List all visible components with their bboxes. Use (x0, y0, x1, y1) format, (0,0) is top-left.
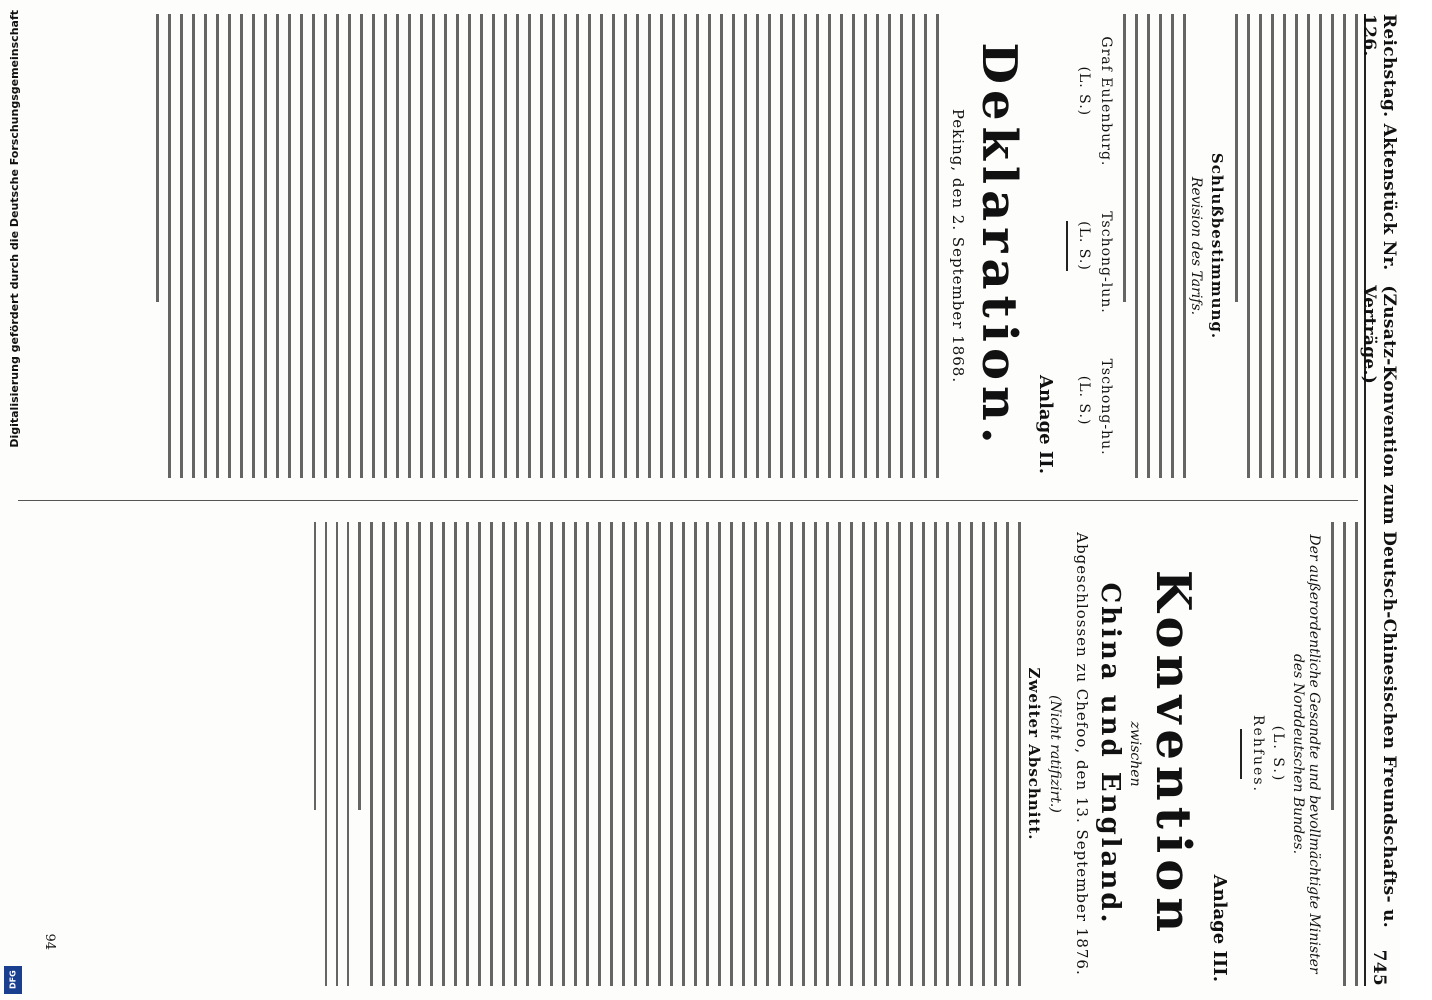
convention-parties: China und England. (1095, 582, 1125, 926)
text-line (586, 522, 589, 986)
signatory-rehfues: Rehfues. (1250, 715, 1266, 793)
text-line (900, 14, 903, 478)
convention-note: (Nicht ratifizirt.) (1047, 695, 1063, 813)
text-line (360, 14, 363, 478)
text-line (1355, 522, 1358, 986)
running-head-left: Reichstag. Aktenstück Nr. 126. (1359, 14, 1399, 271)
section-divider (1240, 729, 1242, 779)
text-line (442, 522, 445, 986)
paragraph-declaration (156, 14, 939, 478)
text-line (406, 522, 409, 986)
text-line (240, 14, 243, 478)
text-line (924, 14, 927, 478)
text-line (1171, 14, 1174, 478)
text-line (1123, 14, 1126, 302)
text-line (958, 522, 961, 986)
digitization-credit (4, 0, 24, 1000)
text-line (696, 14, 699, 478)
text-line (910, 522, 913, 986)
text-line (276, 14, 279, 478)
text-line (876, 14, 879, 478)
anlage-ii-heading: Anlage II. (1035, 375, 1056, 474)
text-line (1283, 14, 1286, 478)
text-line (970, 522, 973, 986)
section-divider (1066, 221, 1068, 271)
text-line (946, 522, 949, 986)
text-line (730, 522, 733, 986)
text-line (874, 522, 877, 986)
text-line (838, 522, 841, 986)
text-line (408, 14, 411, 478)
running-head (1359, 14, 1399, 986)
text-line (228, 14, 231, 478)
text-line (682, 522, 685, 986)
text-line (180, 14, 183, 478)
text-line (336, 14, 339, 478)
seal-mark: (L. S.) (1076, 221, 1092, 271)
text-line (936, 14, 939, 478)
seals-row (1076, 14, 1092, 478)
paragraph-closing-previous (1331, 522, 1358, 986)
text-line (624, 14, 627, 478)
text-line (898, 522, 901, 986)
text-line (612, 14, 615, 478)
text-line (864, 14, 867, 478)
left-column (18, 14, 1358, 478)
text-line (514, 522, 517, 986)
footnote-line (336, 522, 338, 986)
schlussbestimmung-heading: Schlußbestimmung. (1208, 152, 1226, 340)
text-line (432, 14, 435, 478)
text-line (1135, 14, 1138, 478)
minister-line: Der außerordentliche Gesandte und bevollmächtigte Minister des Norddeutschen Bundes. (1290, 534, 1322, 974)
text-line (610, 522, 613, 986)
text-line (852, 14, 855, 478)
text-line (1295, 14, 1298, 478)
text-line (814, 522, 817, 986)
text-line (802, 522, 805, 986)
text-line (1259, 14, 1262, 478)
text-line (922, 522, 925, 986)
text-line (394, 522, 397, 986)
anlage-iii-heading: Anlage III. (1209, 874, 1230, 982)
declaration-title: Deklaration. (971, 42, 1027, 450)
text-line (622, 522, 625, 986)
folio-number: 94 (42, 933, 57, 950)
seal-mark: (L. S.) (1076, 66, 1092, 117)
text-line (370, 522, 373, 986)
text-line (778, 522, 781, 986)
text-line (600, 14, 603, 478)
text-line (204, 14, 207, 478)
column-rule (18, 500, 1358, 501)
text-line (168, 14, 171, 478)
text-line (358, 522, 361, 810)
text-line (672, 14, 675, 478)
text-line (1183, 14, 1186, 478)
text-line (516, 14, 519, 478)
text-line (1331, 522, 1334, 810)
text-line (670, 522, 673, 986)
text-line (648, 14, 651, 478)
paragraph-convention-body (358, 522, 1021, 986)
text-line (826, 522, 829, 986)
text-line (300, 14, 303, 478)
text-line (636, 14, 639, 478)
text-line (564, 14, 567, 478)
text-line (862, 522, 865, 986)
text-line (216, 14, 219, 478)
text-line (1159, 14, 1162, 478)
text-line (828, 14, 831, 478)
text-line (288, 14, 291, 478)
text-line (576, 14, 579, 478)
footnote-line (325, 522, 327, 986)
text-line (694, 522, 697, 986)
text-line (886, 522, 889, 986)
signatories-row (1098, 14, 1114, 478)
text-line (742, 522, 745, 986)
text-line (396, 14, 399, 478)
right-column (18, 522, 1358, 986)
text-line (790, 522, 793, 986)
text-line (468, 14, 471, 478)
text-line (444, 14, 447, 478)
text-line (1271, 14, 1274, 478)
text-line (418, 522, 421, 986)
text-line (850, 522, 853, 986)
text-line (466, 522, 469, 986)
footnote-line (347, 522, 349, 986)
text-line (1147, 14, 1150, 478)
text-line (766, 522, 769, 986)
text-line (756, 14, 759, 478)
text-line (598, 522, 601, 986)
text-line (768, 14, 771, 478)
text-line (526, 522, 529, 986)
text-line (552, 14, 555, 478)
text-line (660, 14, 663, 478)
text-line (1307, 14, 1310, 478)
convention-between: zwischen (1127, 721, 1143, 787)
text-line (540, 14, 543, 478)
text-line (1247, 14, 1250, 478)
text-line (888, 14, 891, 478)
declaration-dateline: Peking, den 2. September 1868. (949, 108, 967, 384)
seal-mark: (L. S.) (1076, 375, 1092, 426)
text-line (1343, 14, 1346, 478)
footnote-line (314, 522, 316, 810)
text-line (780, 14, 783, 478)
paragraph-tariff-intro (1235, 14, 1358, 478)
text-line (1006, 522, 1009, 986)
text-line (720, 14, 723, 478)
text-line (456, 14, 459, 478)
signatory-eulenburg: Graf Eulenburg. (1098, 36, 1114, 167)
text-line (1235, 14, 1238, 302)
footnote-block (314, 522, 349, 986)
text-line (538, 522, 541, 986)
text-line (550, 522, 553, 986)
text-line (192, 14, 195, 478)
convention-title: Konvention (1145, 569, 1201, 939)
text-line (156, 14, 159, 302)
text-line (324, 14, 327, 478)
text-line (706, 522, 709, 986)
convention-dateline: Abgeschlossen zu Chefoo, den 13. September 1876. (1073, 532, 1091, 976)
text-line (504, 14, 507, 478)
text-line (718, 522, 721, 986)
text-line (1319, 14, 1322, 478)
text-line (744, 14, 747, 478)
text-line (492, 14, 495, 478)
text-line (804, 14, 807, 478)
abschnitt-heading: Zweiter Abschnitt. (1025, 667, 1043, 841)
text-line (708, 14, 711, 478)
text-line (1343, 522, 1346, 986)
text-line (264, 14, 267, 478)
text-line (430, 522, 433, 986)
text-line (816, 14, 819, 478)
text-line (754, 522, 757, 986)
running-head-center: (Zusatz-Konvention zum Deutsch-Chinesischen Freundschafts- u. Verträge.) (1359, 285, 1399, 928)
signatory-tschong-hu: Tschong-hu. (1098, 358, 1114, 456)
text-line (528, 14, 531, 478)
text-line (634, 522, 637, 986)
text-line (382, 522, 385, 986)
text-line (480, 14, 483, 478)
page-number: 745 (1369, 949, 1389, 986)
text-line (646, 522, 649, 986)
text-line (732, 14, 735, 478)
text-line (372, 14, 375, 478)
text-line (792, 14, 795, 478)
text-line (588, 14, 591, 478)
text-line (658, 522, 661, 986)
text-line (478, 522, 481, 986)
text-line (982, 522, 985, 986)
text-line (1355, 14, 1358, 478)
text-line (994, 522, 997, 986)
seal-mark: (L. S.) (1270, 725, 1286, 783)
revision-heading: Revision des Tarifs. (1188, 176, 1204, 316)
text-line (912, 14, 915, 478)
paragraph-revision (1123, 14, 1186, 478)
text-line (684, 14, 687, 478)
text-line (420, 14, 423, 478)
text-line (312, 14, 315, 478)
dfg-logo: DFG (4, 966, 22, 994)
text-line (502, 522, 505, 986)
text-line (934, 522, 937, 986)
text-line (384, 14, 387, 478)
text-line (840, 14, 843, 478)
digitization-credit-text: Digitalisierung gefördert durch die Deutsche Forschungsgemeinschaft (7, 10, 21, 448)
text-line (348, 14, 351, 478)
signatory-tschong-lun: Tschong-lun. (1098, 211, 1114, 314)
text-line (454, 522, 457, 986)
text-line (574, 522, 577, 986)
text-line (490, 522, 493, 986)
text-line (252, 14, 255, 478)
text-line (1018, 522, 1021, 986)
text-line (1331, 14, 1334, 478)
text-line (562, 522, 565, 986)
